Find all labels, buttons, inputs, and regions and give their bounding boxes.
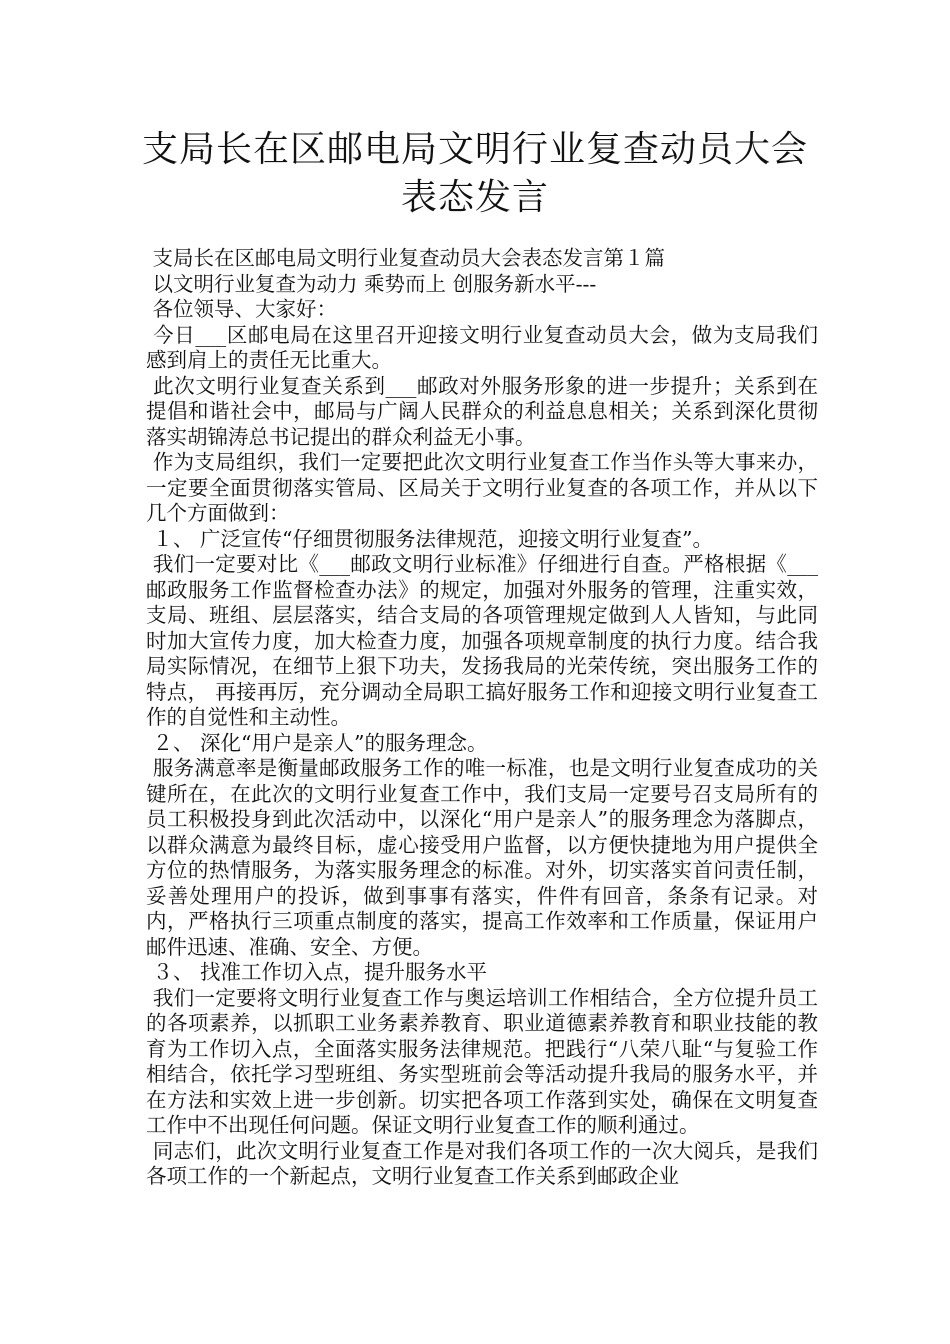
paragraph: 此次文明行业复查关系到___邮政对外服务形象的进一步提升；关系到在提倡和谐社会中，邮局与广阔人民群众的利益息息相关；关系到深化贯彻落实胡锦涛总书记提出的群众利益无小事。 [146,373,818,449]
title-line-1: 支局长在区邮电局文明行业复查动员大会 [141,129,808,170]
paragraph-greeting: 各位领导、大家好： [146,297,338,321]
section-heading-3: ３、 找准工作切入点，提升服务水平 [146,960,488,984]
paragraph: 今日___区邮电局在这里召开迎接文明行业复查动员大会，做为支局我们感到肩上的责任无比重大。 [146,322,818,372]
title-line-2: 表态发言 [400,177,549,218]
document-title [140,126,810,222]
paragraph: 服务满意率是衡量邮政服务工作的唯一标准，也是文明行业复查成功的关键所在，在此次的文明行业复查工作中，我们支局一定要号召支局所有的员工积极投身到此次活动中，以深化“用户是亲人”的服务理念为落脚点，以群众满意为最终目标，虚心接受用户监督，以方便快捷地为用户提供全方位的热情服务，为落实服务理念的标准。对外，切实落实首问责任制，妥善处理用户的投诉，做到事事有落实，件件有回音，条条有记录。对内，严格执行三项重点制度的落实，提高工作效率和工作质量，保证用户邮件迅速、准确、安全、方便。 [146,756,818,959]
document-body [146,246,818,1190]
section-heading-2: ２、 深化“用户是亲人”的服务理念。 [146,730,488,755]
paragraph: 我们一定要对比《___邮政文明行业标准》仔细进行自查。严格根据《___邮政服务工作监督检查办法》的规定，加强对外服务的管理，注重实效，支局、班组、层层落实，结合支局的各项管理规定做到人人皆知，与此同时加大宣传力度，加大检查力度，加强各项规章制度的执行力度。结合我局实际情况，在细节上狠下功夫，发扬我局的光荣传统，突出服务工作的特点， 再接再厉，充分调动全局职工搞好服务工作和迎接文明行业复查工作的自觉性和主动性。 [146,552,818,729]
paragraph-subtitle: 以文明行业复查为动力 乘势而上 创服务新水平--- [146,271,597,296]
section-heading-1: １、 广泛宣传“仔细贯彻服务法律规范，迎接文明行业复查”。 [146,526,714,551]
paragraph: 作为支局组织，我们一定要把此次文明行业复查工作当作头等大事来办，一定要全面贯彻落实管局、区局关于文明行业复查的各项工作，并从以下几个方面做到： [146,450,818,525]
paragraph: 同志们，此次文明行业复查工作是对我们各项工作的一次大阅兵，是我们各项工作的一个新起点，文明行业复查工作关系到邮政企业 [146,1138,818,1188]
paragraph-heading: 支局长在区邮电局文明行业复查动员大会表态发言第１篇 [146,246,666,270]
paragraph: 我们一定要将文明行业复查工作与奥运培训工作相结合，全方位提升员工的各项素养，以抓职工业务素养教育、职业道德素养教育和职业技能的教育为工作切入点，全面落实服务法律规范。把践行“八荣八耻“与复验工作相结合，依托学习型班组、务实型班前会等活动提升我局的服务水平，并在方法和实效上进一步创新。切实把各项工作落到实处，确保在文明复查工作中不出现任何问题。保证文明行业复查工作的顺利通过。 [146,985,818,1137]
